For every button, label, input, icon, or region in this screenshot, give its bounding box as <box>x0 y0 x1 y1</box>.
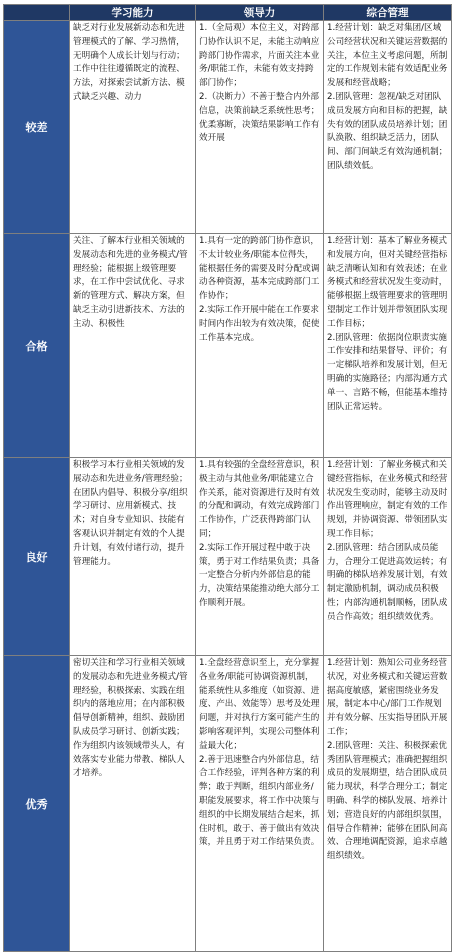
table-row <box>4 458 452 656</box>
management-cell: 1.经营计划：熟知公司业务经营状况，对业务模式和关键运营数据高度敏感，紧密围绕业务发展，制定本中心/部门工作规划并有效分解、压实指导团队开展工作； 2.团队管理：关注、积极探索优秀团队管理模式；准确把握组织成员的发展期望，结合团队成员能力现状，科学合理分工；制定明确、科学的梯队发展、培养计划；营造良好的内部组织氛围，倡导合作精神；能够在团队间高效、合理地调配资源，追求卓越组织绩效。 <box>324 656 452 952</box>
header-learning: 学习能力 <box>70 5 196 21</box>
leadership-cell: 1.具有一定的跨部门协作意识，不太计较业务/职能本位得失，能根据任务的需要及时分配或调动各种资源，基本完成跨部门工作协作； 2.实际工作开展中能在工作要求时间内作出较为有效决策，促使工作基本完成。 <box>196 234 324 458</box>
level-label: 合格 <box>4 234 70 458</box>
management-cell: 1.经营计划：基本了解业务模式和发展方向，但对关键经营指标缺乏清晰认知和有效表述；在业务模式和经营状况发生变动时，能够根据上级管理要求的管理明望制定工作计划并带领团队实现工作目标； 2.团队管理：依据岗位职责实施工作安排和结果督导、评价；有一定梯队培养和发展计划，但无明确的实施路径；内部沟通方式单一、言路不畅，但能基本维持团队正常运转。 <box>324 234 452 458</box>
competency-table <box>3 4 452 952</box>
leadership-cell: 1.（全局观）本位主义，对跨部门协作认识不足，未能主动响应跨部门协作需求，片面关注本业务/职能工作，未能有效支持跨部门协作； 2.（决断力）不善于整合内外部信息，决策前缺乏系统性思考；优柔寡断，决策结果影响工作有效开展 <box>196 21 324 234</box>
learning-cell: 积极学习本行业相关领域的发展动态和先进业务/管理经验；在团队内倡导、积极分享/组织学习研讨、应用新模式、技术；对自身专业知识、技能有客观认识并制定有效的个人提升计划，有效付诸行动，提升管理能力。 <box>70 458 196 656</box>
learning-cell: 密切关注和学习行业相关领域的发展动态和先进业务模式/管理经验，积极探索、实践在组织内的落地应用；在内部积极倡导创新精神，组织、鼓励团队成员学习研讨、创新实践；作为组织内该领域带头人，有效落实专业能力带教、梯队人才培养。 <box>70 656 196 952</box>
table-row <box>4 234 452 458</box>
learning-cell: 缺乏对行业发展新动态和先进管理模式的了解、学习热情，无明确个人成长计划与行动；工作中往往遵循既定的流程、方法，对探索尝试新方法、模式缺乏兴趣、动力 <box>70 21 196 234</box>
header-leadership: 领导力 <box>196 5 324 21</box>
level-label: 较差 <box>4 21 70 234</box>
level-label: 良好 <box>4 458 70 656</box>
learning-cell: 关注、了解本行业相关领域的发展动态和先进的业务模式/管理经验；能根据上级管理要求，在工作中尝试优化、寻求新的管理方式、解决方案，但缺乏主动引进新技术、方法的主动、积极性 <box>70 234 196 458</box>
header-management: 综合管理 <box>324 5 452 21</box>
header-row <box>4 5 452 21</box>
header-corner <box>4 5 70 21</box>
management-cell: 1.经营计划：了解业务模式和关键经营指标，在业务模式和经营状况发生变动时，能够主动及时作出管理响应，制定有效的工作规划，并协调资源、带领团队实现工作目标； 2.团队管理：结合团队成员能力，合理分工促进高效运转；有明确的梯队培养发展计划，有效制定激励机制，调动成员积极性；内部沟通机制顺畅，团队成员合作高效；组织绩效优秀。 <box>324 458 452 656</box>
table-row <box>4 656 452 952</box>
leadership-cell: 1.全盘经营意识至上，充分掌握各业务/职能可协调资源机制，能系统性从多维度（如资源、进度、产出、效能等）思考及处理问题，并对执行方案可能产生的影响客观评判，实现公司整体利益最大化； 2.善于迅速整合内外部信息，结合工作经验，评判各种方案的利弊；敢于判断，组织内部业务/职能发展要求，将工作中决策与组织的中长期发展结合起来，抓住时机，敢于、善于做出有效决策，并且勇于对工作结果负责。 <box>196 656 324 952</box>
level-label: 优秀 <box>4 656 70 952</box>
table-row <box>4 21 452 234</box>
leadership-cell: 1.具有较强的全盘经营意识，积极主动与其他业务/职能建立合作关系，能对资源进行及时有效的分配和调动，有效完成跨部门工作协作，广泛获得跨部门认同； 2.实际工作开展过程中敢于决策，勇于对工作结果负责；具备一定整合分析内外部信息的能力，决策结果能推动绝大部分工作顺利开展。 <box>196 458 324 656</box>
management-cell: 1.经营计划：缺乏对集团/区域公司经营状况和关键运营数据的关注，本位主义考虑问题，所制定的工作规划未能有效适配业务发展和经营战略； 2.团队管理：忽视/缺乏对团队成员发展方向和目标的把握，缺失有效的团队成员培养计划；团队涣散、组织缺乏活力，团队间、部门间缺乏有效沟通机制；团队绩效低。 <box>324 21 452 234</box>
